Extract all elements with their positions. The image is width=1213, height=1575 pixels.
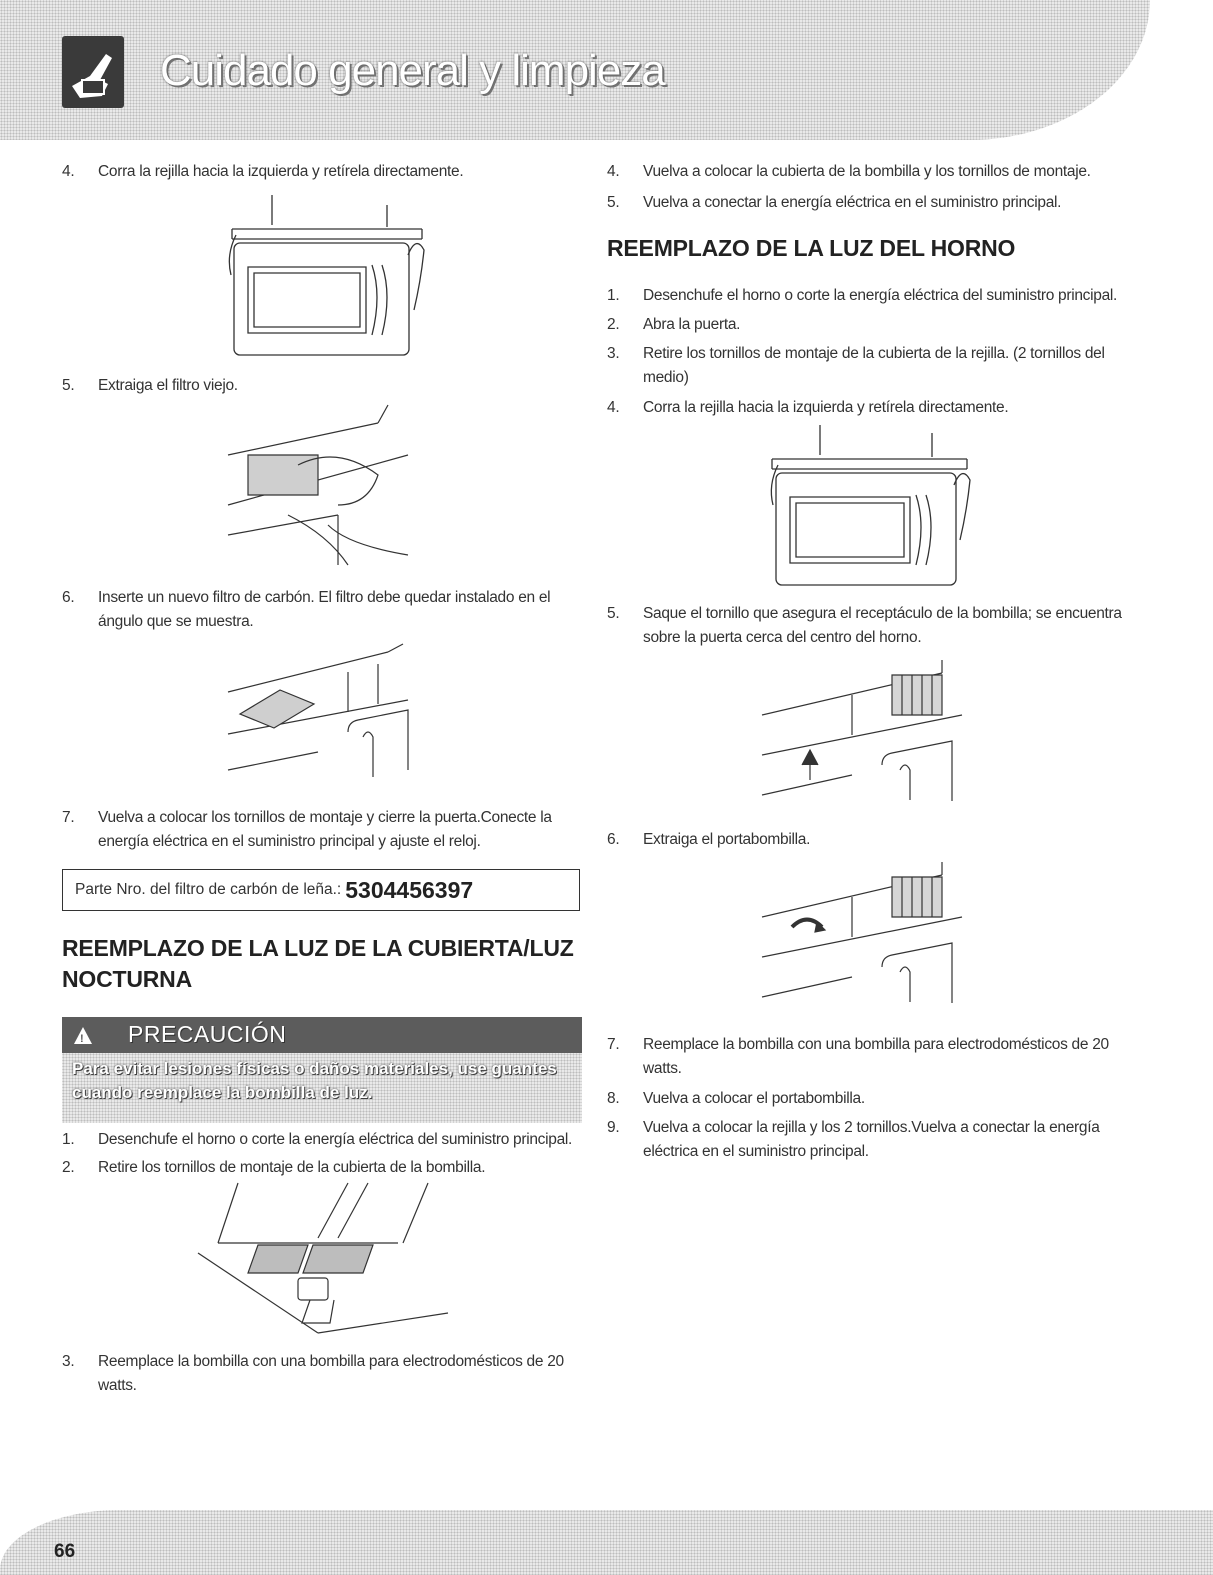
list-item: 6. Inserte un nuevo filtro de carbón. El filtro debe quedar instalado en el ángulo que se muestra. [62, 589, 551, 630]
old-filter-removal-figure [228, 405, 418, 570]
list-item: 8. Vuelva a colocar el portabombilla. [607, 1090, 865, 1107]
list-item: 4. Corra la rejilla hacia la izquierda y retírela directamente. [607, 399, 1009, 416]
list-item: 2. Abra la puerta. [607, 316, 741, 333]
page-title: Cuidado general y limpieza [160, 46, 665, 95]
list-item: 5. Vuelva a conectar la energía eléctrica en el suministro principal. [607, 194, 1062, 211]
cooktop-light-cover-figure [198, 1183, 448, 1328]
list-item: 1. Desenchufe el horno o corte la energía eléctrica del suministro principal. [62, 1131, 573, 1148]
part-number-label: Parte Nro. del filtro de carbón de leña.: [75, 881, 342, 898]
footer-band [0, 1510, 1213, 1575]
caution-title: PRECAUCIÓN [128, 1021, 287, 1047]
list-item: 5. Saque el tornillo que asegura el receptáculo de la bombilla; se encuentra sobre la puerta cerca del centro del horno. [607, 605, 1122, 646]
list-item: 3. Retire los tornillos de montaje de la cubierta de la rejilla. (2 tornillos del medio) [607, 345, 1105, 386]
list-item: 7. Reemplace la bombilla con una bombilla para electrodomésticos de 20 watts. [607, 1036, 1109, 1077]
list-item: 7. Vuelva a colocar los tornillos de montaje y cierre la puerta.Conecte la energía eléctrica en el suministro principal y ajuste el reloj. [62, 809, 552, 850]
list-item: 9. Vuelva a colocar la rejilla y los 2 tornillos.Vuelva a conectar la energía eléctrica en el suministro principal. [607, 1119, 1100, 1160]
part-number: 5304456397 [345, 876, 474, 903]
bulb-holder-removal-figure [762, 857, 967, 1007]
list-item: 3. Reemplace la bombilla con una bombilla para electrodomésticos de 20 watts. [62, 1353, 564, 1394]
page-number: 66 [54, 1541, 76, 1562]
list-item: 2. Retire los tornillos de montaje de la cubierta de la bombilla. [62, 1159, 486, 1176]
list-item: 4. Vuelva a colocar la cubierta de la bombilla y los tornillos de montaje. [607, 163, 1091, 180]
list-item: 4. Corra la rejilla hacia la izquierda y retírela directamente. [62, 163, 464, 180]
list-item: 5. Extraiga el filtro viejo. [62, 377, 238, 394]
new-filter-install-figure [228, 642, 418, 782]
caution-banner: ! PRECAUCIÓN [62, 1017, 582, 1053]
oven-grille-removal-figure [762, 425, 977, 590]
caution-message: Para evitar lesiones físicas o daños materiales, use guantes cuando reemplace la bombilla de luz. [62, 1053, 582, 1123]
section-heading-oven-light: REEMPLAZO DE LA LUZ DEL HORNO [607, 235, 1016, 261]
light-socket-screw-figure [762, 655, 967, 805]
grille-removal-figure [222, 195, 432, 365]
cleaning-hand-icon [62, 36, 124, 108]
list-item: 6. Extraiga el portabombilla. [607, 831, 811, 848]
part-number-box [62, 869, 580, 911]
section-heading-cooktop-light: REEMPLAZO DE LA LUZ DE LA CUBIERTA/LUZ NOCTURNA [62, 935, 574, 992]
list-item: 1. Desenchufe el horno o corte la energía eléctrica del suministro principal. [607, 287, 1118, 304]
